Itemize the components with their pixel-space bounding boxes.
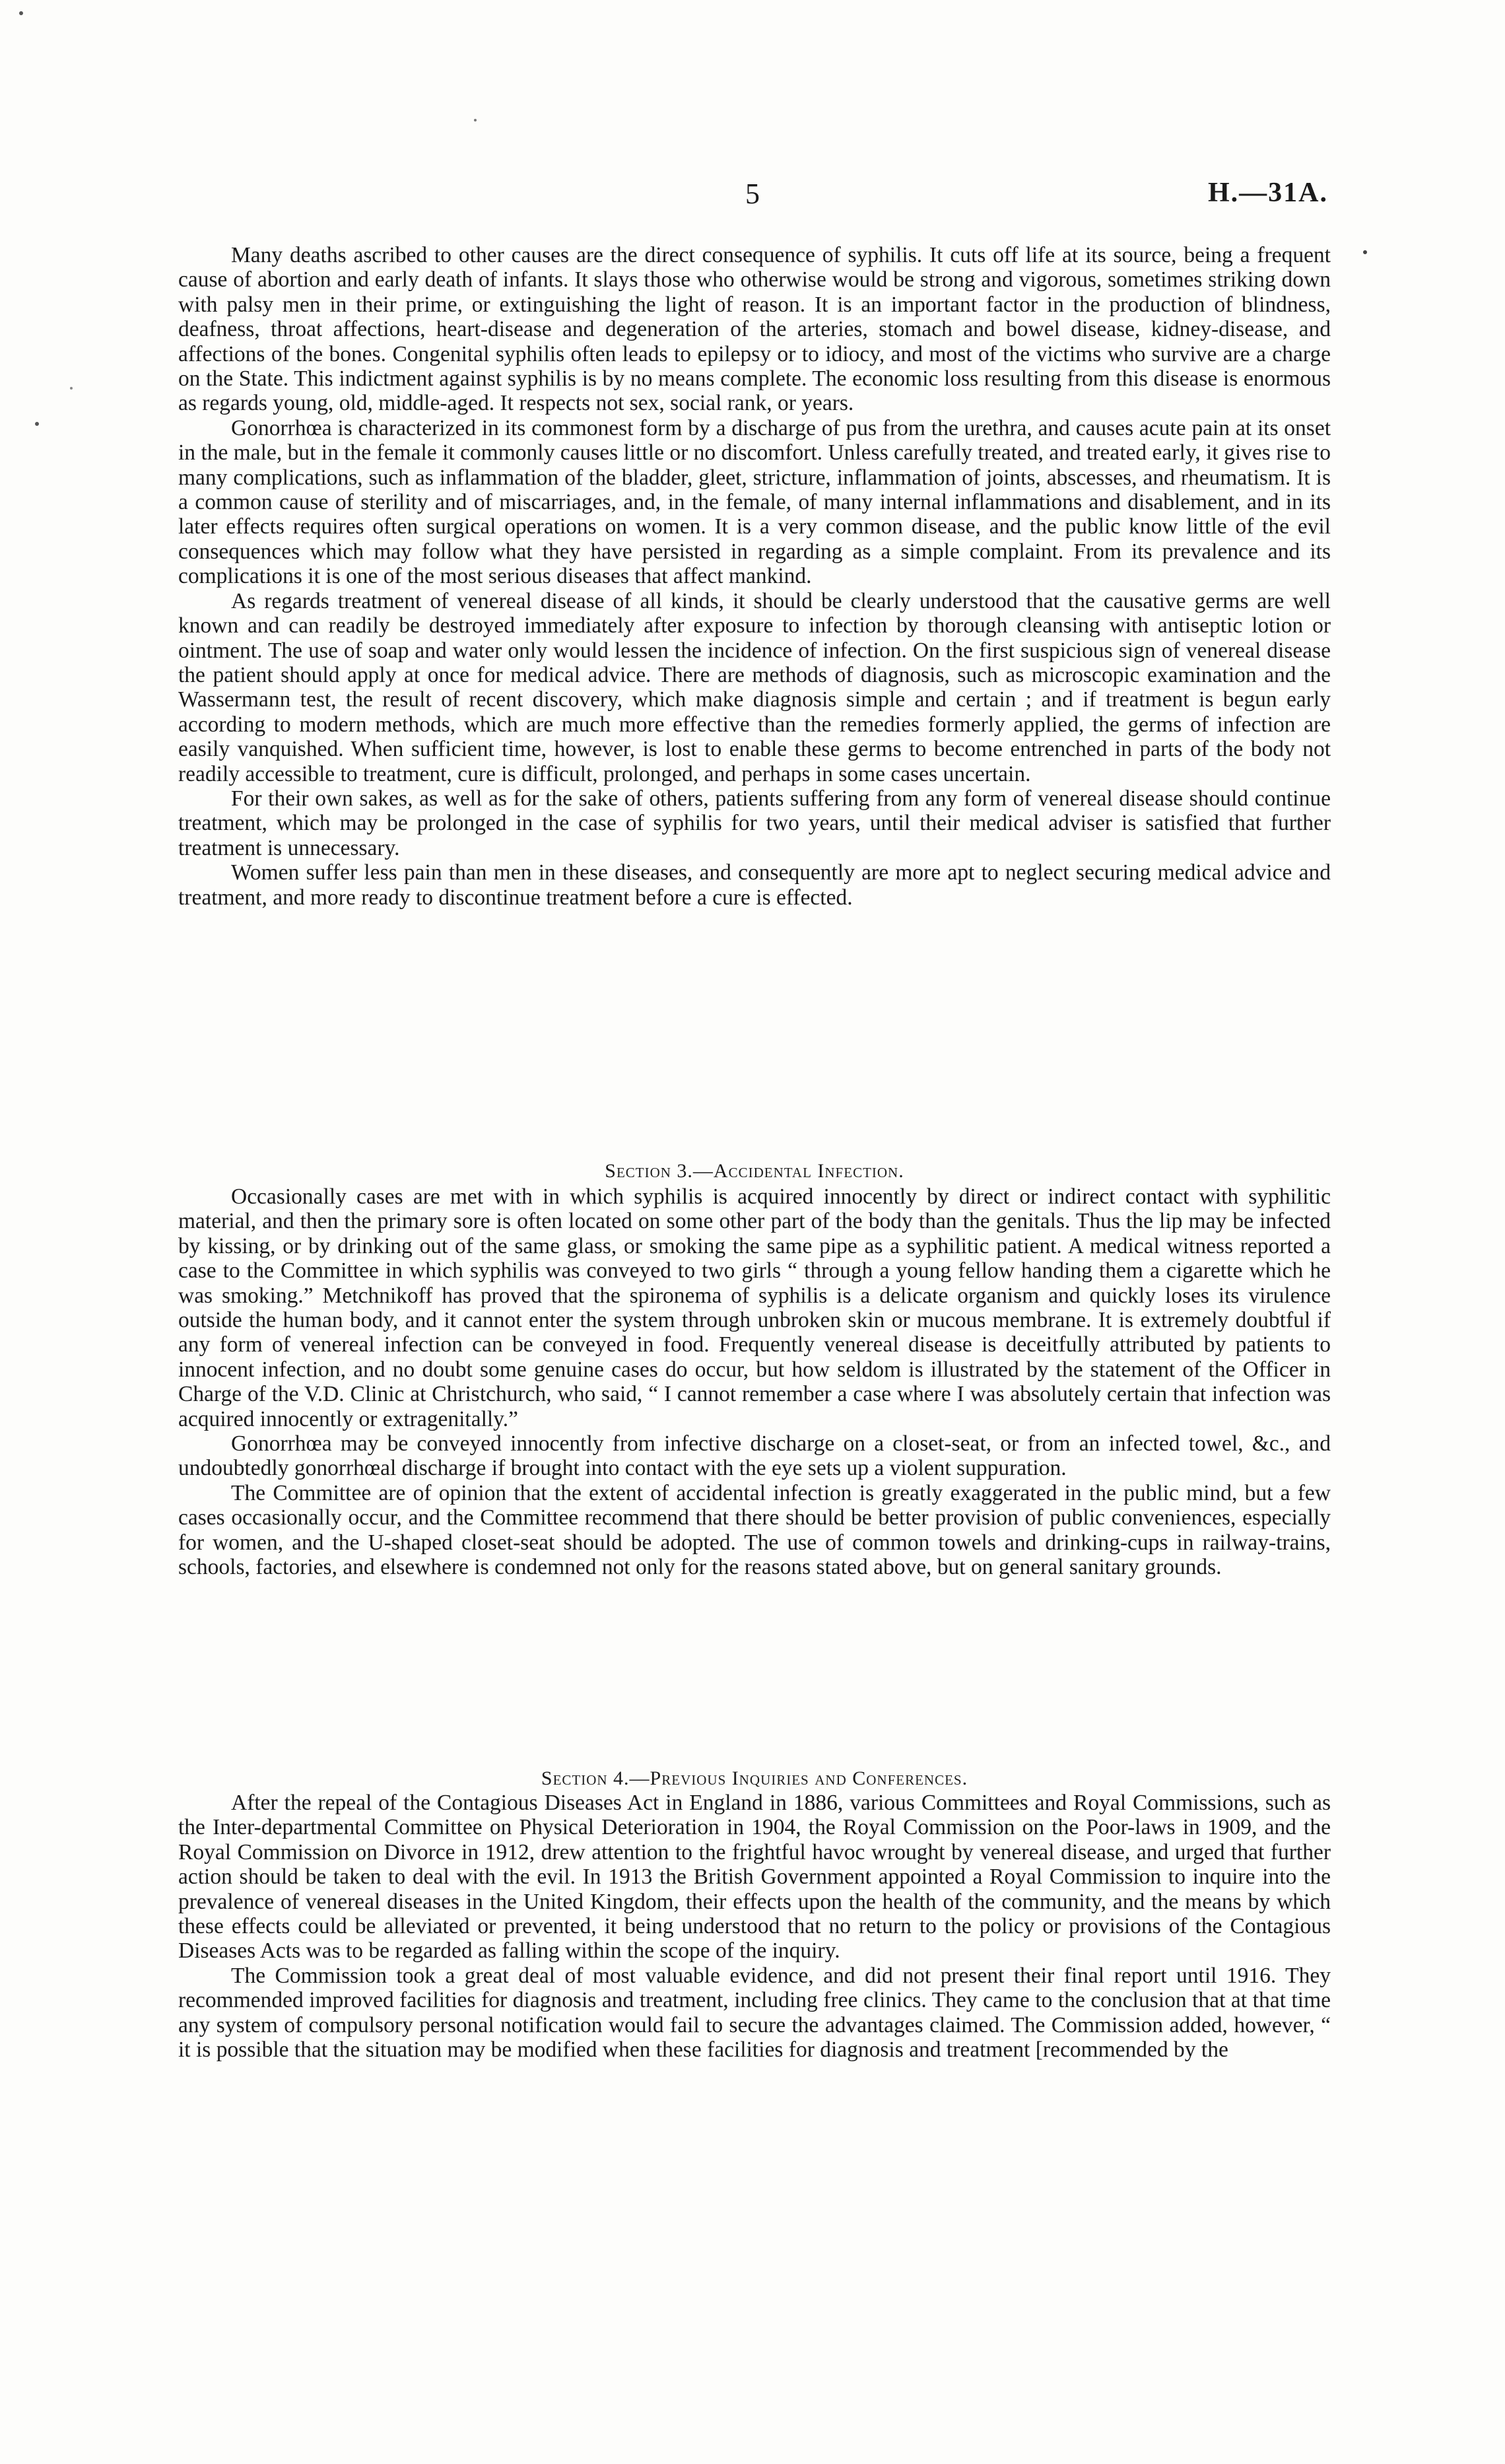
paragraph-gonorrhoea: Gonorrhœa is characterized in its commonest form by a discharge of pus from the urethra, and causes acute pain at its onset in the male, but in the female it commonly causes little or no discomfort. Unless carefully treated, and treated early, it gives rise to many complications, such as inflammation of the bladder, gleet, stricture, inflammation of joints, abscesses, and rheumatism. It is a common cause of sterility and of miscarriages, and, in the female, of many internal inflammations and disablement, and in its later effects requires often surgical operations on women. It is a very common disease, and the public know little of the evil consequences which may follow what they have persisted in regarding as a simple complaint. From its prevalence and its complications it is one of the most serious diseases that affect mankind. [178,415,1331,589]
paragraph-gonorrhoea-innocent: Gonorrhœa may be conveyed innocently from infective discharge on a closet-seat, or from an infected towel, &c., and undoubtedly gonorrhœal discharge if brought into contact with the eye sets up a violent suppuration. [178,1431,1331,1481]
paragraph-women: Women suffer less pain than men in these diseases, and consequently are more apt to neglect securing medical advice and treatment, and more ready to discontinue treatment before a cure is effected. [178,860,1331,910]
paragraph-repeal: After the repeal of the Contagious Diseases Act in England in 1886, various Committees and Royal Commissions, such as the Inter-departmental Committee on Physical Deterioration in 1904, the Royal Commission on the Poor-laws in 1909, and the Royal Commission on Divorce in 1912, drew attention to the frightful havoc wrought by venereal disease, and urged that further action should be taken to deal with the evil. In 1913 the British Government appointed a Royal Commission to inquire into the prevalence of venereal diseases in the United Kingdom, their effects upon the health of the community, and the means by which these effects could be alleviated or prevented, it being understood that no return to the policy or provisions of the Contagious Diseases Acts was to be regarded as falling within the scope of the inquiry. [178,1791,1331,1964]
intro-section [178,243,1331,910]
paragraph-syphilis-effects: Many deaths ascribed to other causes are the direct consequence of syphilis. It cuts off life at its source, being a frequent cause of abortion and early death of infants. It slays those who otherwise would be strong and vigorous, sometimes striking down with palsy men in their prime, or extinguishing the light of reason. It is an important factor in the production of blindness, deafness, throat affections, heart-disease and degeneration of the arteries, stomach and bowel disease, kidney-disease, and affections of the bones. Congenital syphilis often leads to epilepsy or to idiocy, and most of the victims who survive are a charge on the State. This indictment against syphilis is by no means complete. The economic loss resulting from this disease is enormous as regards young, old, middle-aged. It respects not sex, social rank, or years. [178,243,1331,416]
document-code: H.—31A. [1208,178,1328,208]
paragraph-treatment: As regards treatment of venereal disease of all kinds, it should be clearly understood that the causative germs are well known and can readily be destroyed immediately after exposure to infection by thorough cleansing with antiseptic lotion or ointment. The use of soap and water only would lessen the incidence of infection. On the first suspicious sign of venereal disease the patient should apply at once for medical advice. There are methods of diagnosis, such as microscopic examination and the Wassermann test, the result of recent discovery, which make diagnosis simple and certain ; and if treatment is begun early according to modern methods, which are much more effective than the remedies formerly applied, the germs of infection are easily vanquished. When sufficient time, however, is lost to enable these germs to become entrenched in parts of the body not readily accessible to treatment, cure is difficult, prolonged, and perhaps in some cases uncertain. [178,588,1331,786]
paragraph-continue-treatment: For their own sakes, as well as for the sake of others, patients suffering from any form of venereal disease should continue treatment, which may be prolonged in the case of syphilis for two years, until their medical adviser is satisfied that further treatment is unnecessary. [178,786,1331,860]
paragraph-commission: The Commission took a great deal of most valuable evidence, and did not present their final report until 1916. They recommended improved facilities for diagnosis and treatment, including free clinics. They came to the conclusion that at that time any system of compulsory personal notification would fail to secure the advantages claimed. The Commission added, however, “ it is possible that the situation may be modified when these facilities for diagnosis and treatment [recommended by the [178,1963,1331,2063]
section-4-body [178,1791,1331,2062]
section-4-heading: Section 4.—Previous Inquiries and Conferences. [541,1767,968,1789]
section-3-heading: Section 3.—Accidental Infection. [605,1160,904,1182]
section-3-body [178,1184,1331,1580]
paragraph-committee-opinion: The Committee are of opinion that the extent of accidental infection is greatly exaggerated in the public mind, but a few cases occasionally occur, and the Committee recommend that there should be better provision of public conveniences, especially for women, and the U-shaped closet-seat should be adopted. The use of common towels and drinking-cups in railway-trains, schools, factories, and elsewhere is condemned not only for the reasons stated above, but on general sanitary grounds. [178,1480,1331,1580]
paragraph-accidental-infection: Occasionally cases are met with in which syphilis is acquired innocently by direct or indirect contact with syphilitic material, and then the primary sore is often located on some other part of the body than the genitals. Thus the lip may be infected by kissing, or by drinking out of the same glass, or smoking the same pipe as a syphilitic patient. A medical witness reported a case to the Committee in which syphilis was conveyed to two girls “ through a young fellow handing them a cigarette which he was smoking.” Metchnikoff has proved that the spironema of syphilis is a delicate organism and quickly loses its virulence outside the human body, and it cannot enter the system through unbroken skin or mucous membrane. It is extremely doubtful if any form of venereal infection can be conveyed in food. Frequently venereal disease is deceitfully attributed by patients to innocent infection, and no doubt some genuine cases do occur, but how seldom is illustrated by the statement of the Officer in Charge of the V.D. Clinic at Christchurch, who said, “ I cannot remember a case where I was absolutely certain that infection was acquired innocently or extragenitally.” [178,1184,1331,1431]
page-number: 5 [745,178,760,210]
